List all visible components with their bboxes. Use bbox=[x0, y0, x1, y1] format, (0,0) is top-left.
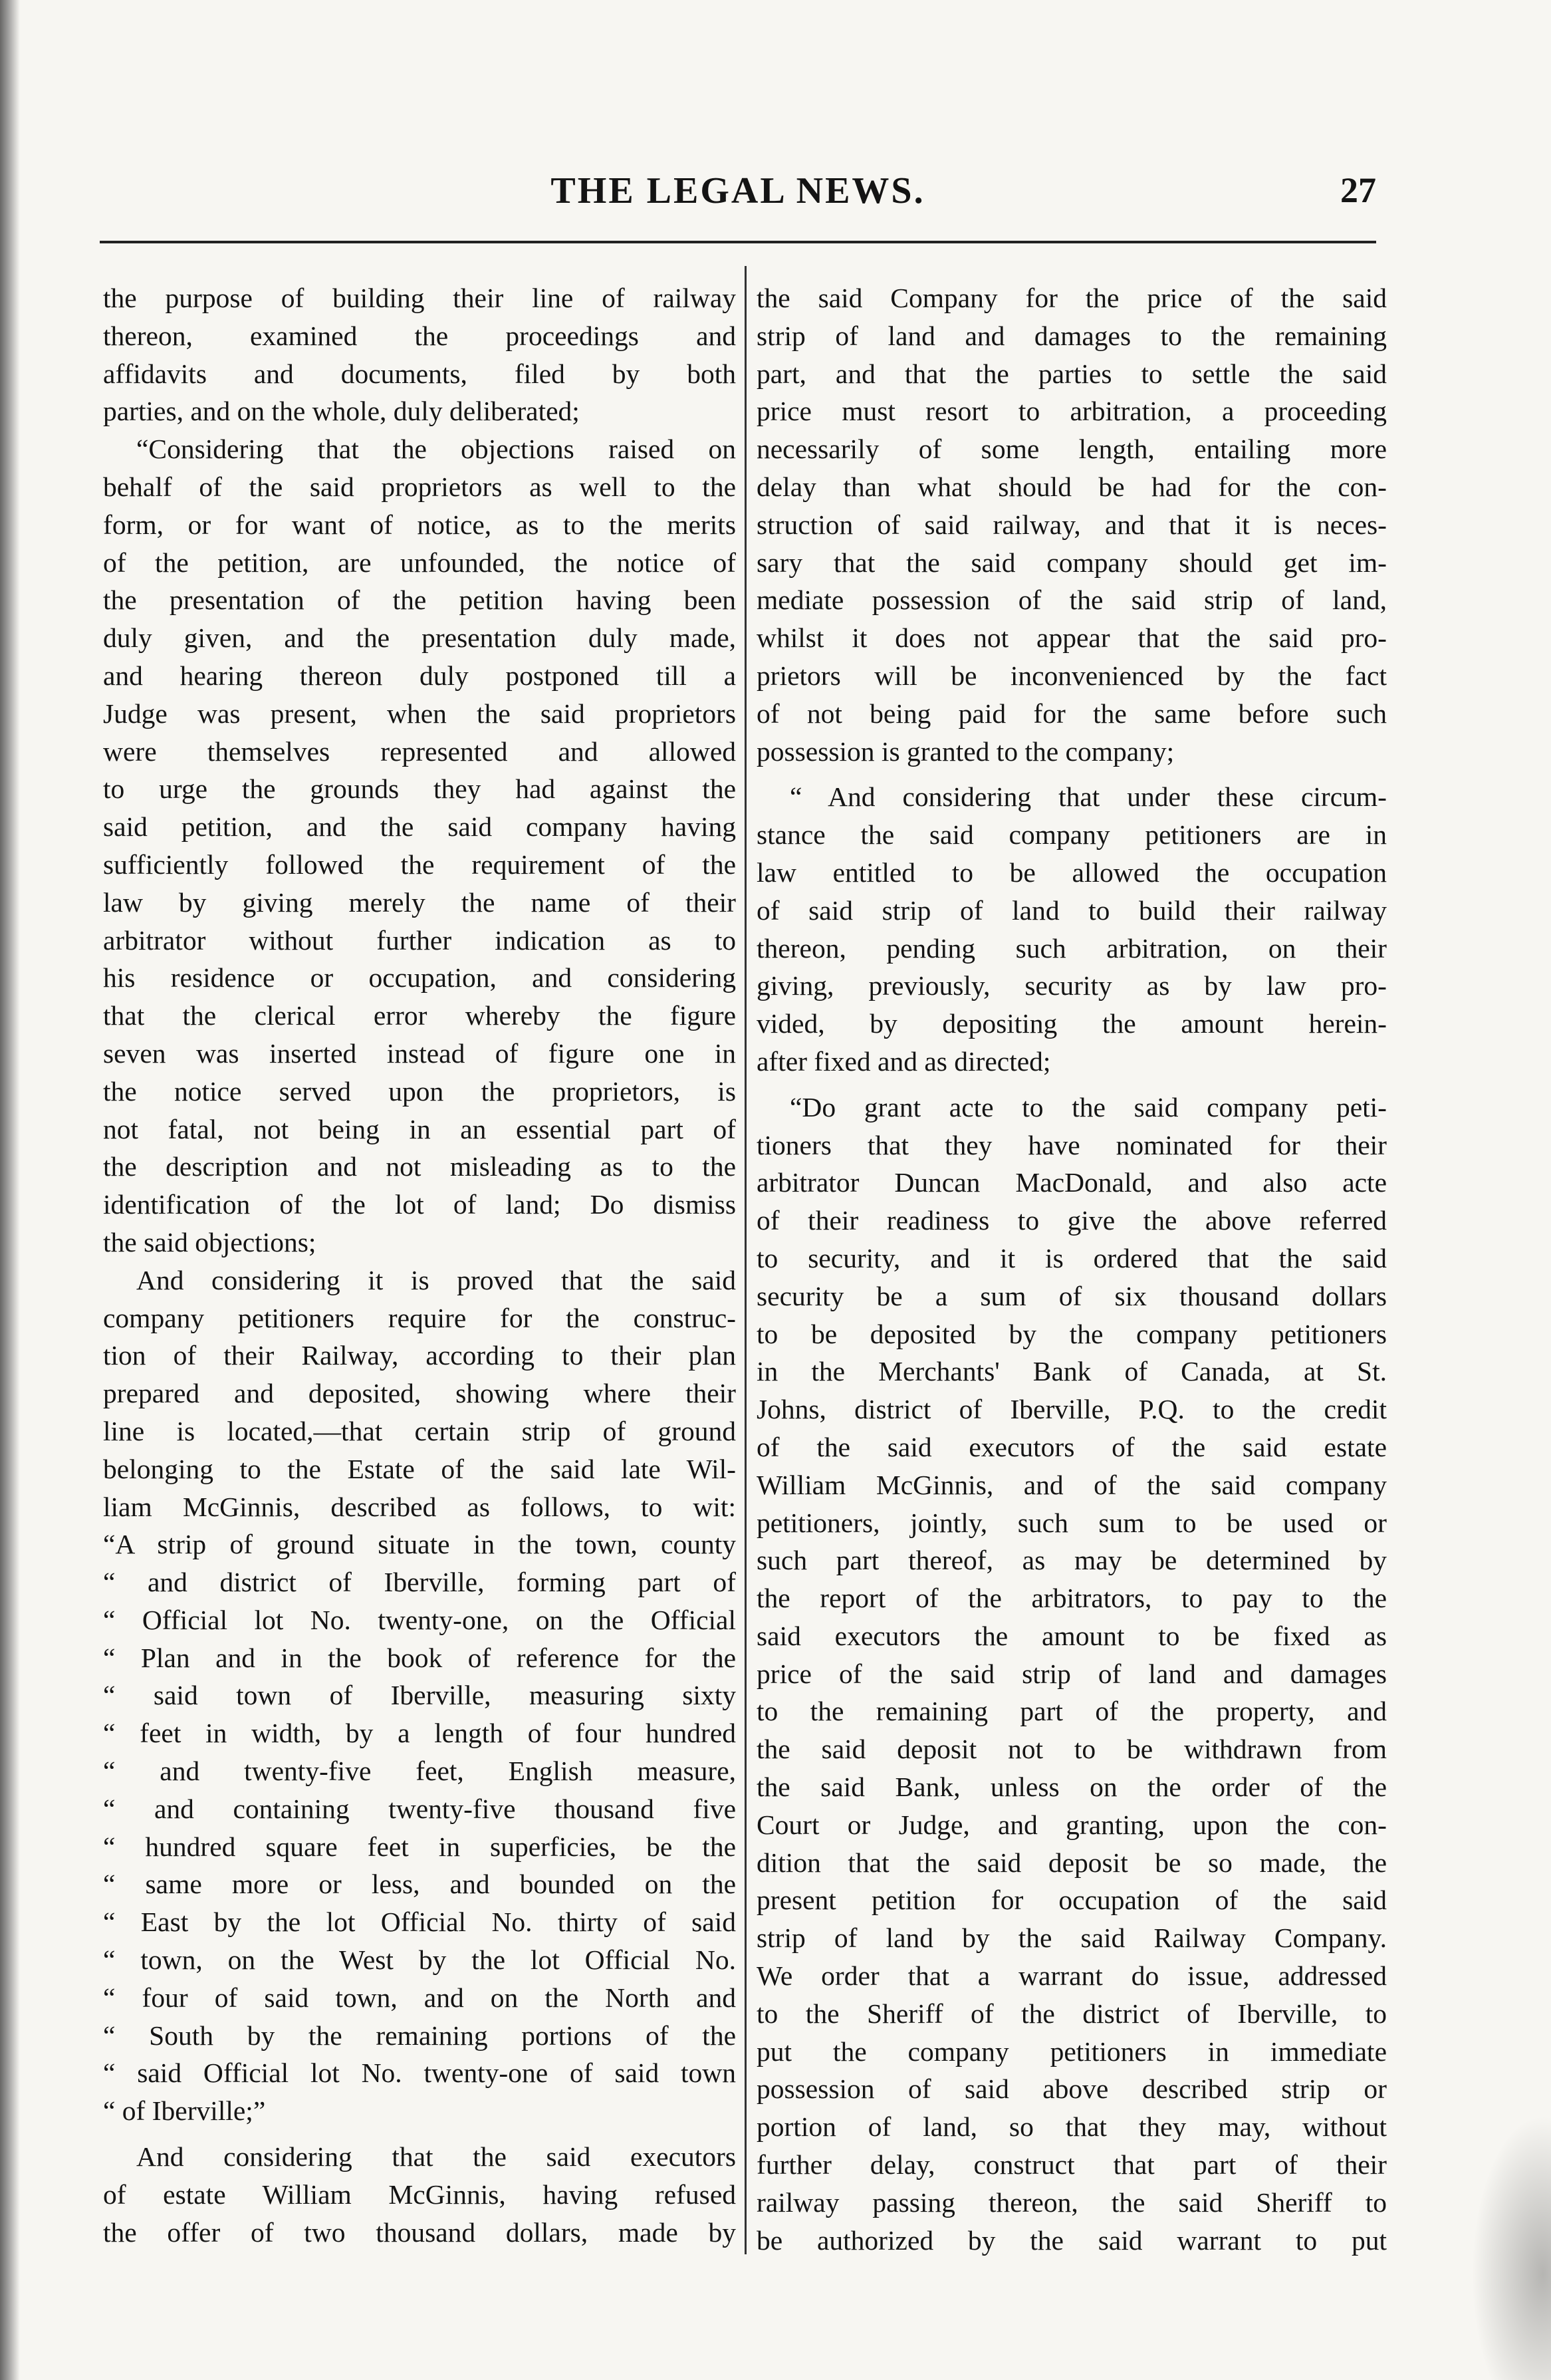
text-line: tion of their Railway, according to their plan bbox=[103, 1340, 736, 1371]
text-line: of their readiness to give the above referred bbox=[757, 1205, 1387, 1236]
text-line: part, and that the parties to settle the said bbox=[757, 358, 1387, 389]
text-line: arbitrator without further indication as to bbox=[103, 924, 736, 956]
text-line: And considering it is proved that the said bbox=[136, 1264, 736, 1295]
text-line: put the company petitioners in immediate bbox=[757, 2036, 1387, 2067]
text-line: of estate William McGinnis, having refused bbox=[103, 2179, 736, 2210]
text-line: strip of land by the said Railway Company. bbox=[757, 1922, 1387, 1954]
text-line: such part thereof, as may be determined by bbox=[757, 1545, 1387, 1576]
text-line: to the Sheriff of the district of Iberville, to bbox=[757, 1998, 1387, 2029]
text-line: Judge was present, when the said proprietors bbox=[103, 698, 736, 729]
text-line: said petition, and the said company having bbox=[103, 811, 736, 843]
text-line: in the Merchants' Bank of Canada, at St. bbox=[757, 1356, 1387, 1387]
text-line: “ feet in width, by a length of four hundred bbox=[103, 1718, 736, 1749]
text-line: mediate possession of the said strip of land, bbox=[757, 585, 1387, 616]
text-line: the notice served upon the proprietors, is bbox=[103, 1075, 736, 1107]
text-line: We order that a warrant do issue, addressed bbox=[757, 1960, 1387, 1992]
text-line: giving, previously, security as by law pro- bbox=[757, 970, 1387, 1001]
text-line: and hearing thereon duly postponed till a bbox=[103, 660, 736, 691]
text-line: “A strip of ground situate in the town, county bbox=[103, 1529, 736, 1560]
text-line: to be deposited by the company petitioners bbox=[757, 1318, 1387, 1349]
text-line: after fixed and as directed; bbox=[757, 1045, 1051, 1077]
text-line: parties, and on the whole, duly deliberated; bbox=[103, 396, 580, 427]
text-line: “ town, on the West by the lot Official No. bbox=[103, 1944, 736, 1976]
text-line: the presentation of the petition having been bbox=[103, 585, 736, 616]
header-rule bbox=[100, 241, 1376, 243]
text-line: “ South by the remaining portions of the bbox=[103, 2020, 736, 2051]
text-line: the offer of two thousand dollars, made by bbox=[103, 2216, 736, 2248]
text-line: vided, by depositing the amount herein- bbox=[757, 1008, 1387, 1039]
left-column bbox=[103, 279, 736, 2251]
text-line: liam McGinnis, described as follows, to wit: bbox=[103, 1491, 736, 1522]
text-line: price of the said strip of land and damages bbox=[757, 1658, 1387, 1689]
text-line: “ and containing twenty-five thousand five bbox=[103, 1793, 736, 1824]
text-line: prietors will be inconvenienced by the fact bbox=[757, 660, 1387, 691]
text-line: of not being paid for the same before such bbox=[757, 698, 1387, 729]
text-line: affidavits and documents, filed by both bbox=[103, 358, 736, 389]
text-line: William McGinnis, and of the said company bbox=[757, 1469, 1387, 1500]
text-line: form, or for want of notice, as to the merits bbox=[103, 509, 736, 540]
right-column bbox=[757, 279, 1387, 2259]
text-line: “ hundred square feet in superficies, be the bbox=[103, 1831, 736, 1862]
text-line: prepared and deposited, showing where their bbox=[103, 1378, 736, 1409]
text-line: of the said executors of the said estate bbox=[757, 1431, 1387, 1462]
text-line: that the clerical error whereby the figure bbox=[103, 1000, 736, 1031]
text-line: “ and twenty-five feet, English measure, bbox=[103, 1756, 736, 1787]
text-line: his residence or occupation, and considering bbox=[103, 962, 736, 993]
text-line: tioners that they have nominated for their bbox=[757, 1129, 1387, 1160]
text-line: “ Plan and in the book of reference for the bbox=[103, 1642, 736, 1673]
text-line: present petition for occupation of the said bbox=[757, 1885, 1387, 1916]
text-line: identification of the lot of land; Do dismiss bbox=[103, 1189, 736, 1220]
text-line: struction of said railway, and that it is neces- bbox=[757, 509, 1387, 540]
text-line: to security, and it is ordered that the said bbox=[757, 1242, 1387, 1273]
page-stain bbox=[1471, 2115, 1551, 2380]
text-line: stance the said company petitioners are in bbox=[757, 819, 1387, 851]
text-line: possession of said above described strip or bbox=[757, 2073, 1387, 2105]
text-line: the said Company for the price of the said bbox=[757, 283, 1387, 313]
text-line: of the petition, are unfounded, the notice of bbox=[103, 547, 736, 578]
text-line: Johns, district of Iberville, P.Q. to the credit bbox=[757, 1394, 1387, 1425]
journal-title: THE LEGAL NEWS. bbox=[550, 170, 925, 211]
text-line: law entitled to be allowed the occupation bbox=[757, 857, 1387, 888]
text-line: Court or Judge, and granting, upon the con- bbox=[757, 1809, 1387, 1840]
text-line: portion of land, so that they may, without bbox=[757, 2111, 1387, 2143]
page-header bbox=[100, 170, 1376, 229]
text-line: security be a sum of six thousand dollars bbox=[757, 1280, 1387, 1311]
text-line: not fatal, not being in an essential part of bbox=[103, 1113, 736, 1144]
text-line: delay than what should be had for the con- bbox=[757, 471, 1387, 502]
text-line: the report of the arbitrators, to pay to the bbox=[757, 1583, 1387, 1614]
column-divider bbox=[745, 266, 747, 2254]
text-line: to the remaining part of the property, and bbox=[757, 1696, 1387, 1727]
text-line: said executors the amount to be fixed as bbox=[757, 1620, 1387, 1651]
text-line: the said deposit not to be withdrawn from bbox=[757, 1734, 1387, 1765]
text-line: strip of land and damages to the remaining bbox=[757, 320, 1387, 351]
text-line: railway passing thereon, the said Sheriff to bbox=[757, 2186, 1387, 2218]
text-line: necessarily of some length, entailing more bbox=[757, 434, 1387, 465]
text-line: the description and not misleading as to the bbox=[103, 1151, 736, 1182]
text-line: “ same more or less, and bounded on the bbox=[103, 1869, 736, 1900]
text-line: dition that the said deposit be so made, the bbox=[757, 1847, 1387, 1878]
text-line: arbitrator Duncan MacDonald, and also acte bbox=[757, 1167, 1387, 1198]
text-line: thereon, pending such arbitration, on their bbox=[757, 932, 1387, 964]
page-number: 27 bbox=[1340, 170, 1376, 210]
text-line: “ four of said town, and on the North and bbox=[103, 1982, 736, 2013]
text-line: thereon, examined the proceedings and bbox=[103, 320, 736, 351]
text-line: “ said Official lot No. twenty-one of said town bbox=[103, 2057, 736, 2089]
text-line: “ of Iberville;” bbox=[103, 2095, 266, 2127]
text-line: “Do grant acte to the said company peti- bbox=[790, 1091, 1387, 1123]
text-line: “Considering that the objections raised on bbox=[136, 434, 736, 465]
text-line: to urge the grounds they had against the bbox=[103, 773, 736, 805]
text-line: whilst it does not appear that the said pro- bbox=[757, 622, 1387, 654]
text-line: the purpose of building their line of railway bbox=[103, 283, 736, 313]
text-line: law by giving merely the name of their bbox=[103, 886, 736, 918]
text-line: “ Official lot No. twenty-one, on the Official bbox=[103, 1604, 736, 1635]
text-line: the said objections; bbox=[103, 1226, 316, 1257]
text-line: “ and district of Iberville, forming part of bbox=[103, 1567, 736, 1598]
text-line: And considering that the said executors bbox=[136, 2141, 736, 2173]
text-line: “ East by the lot Official No. thirty of said bbox=[103, 1907, 736, 1938]
text-line: were themselves represented and allowed bbox=[103, 735, 736, 767]
text-line: belonging to the Estate of the said late Wil- bbox=[103, 1453, 736, 1484]
text-line: be authorized by the said warrant to put bbox=[757, 2224, 1387, 2256]
text-line: sary that the said company should get im- bbox=[757, 547, 1387, 578]
text-line: of said strip of land to build their railway bbox=[757, 894, 1387, 926]
text-line: company petitioners require for the construc- bbox=[103, 1302, 736, 1333]
text-line: behalf of the said proprietors as well to the bbox=[103, 471, 736, 502]
text-line: further delay, construct that part of their bbox=[757, 2149, 1387, 2181]
text-line: seven was inserted instead of figure one in bbox=[103, 1037, 736, 1069]
text-line: the said Bank, unless on the order of the bbox=[757, 1772, 1387, 1803]
text-line: line is located,—that certain strip of ground bbox=[103, 1415, 736, 1446]
text-line: possession is granted to the company; bbox=[757, 735, 1175, 767]
text-line: “ said town of Iberville, measuring sixty bbox=[103, 1680, 736, 1711]
text-line: sufficiently followed the requirement of the bbox=[103, 849, 736, 880]
binding-shadow bbox=[0, 0, 20, 2380]
text-line: price must resort to arbitration, a proceeding bbox=[757, 396, 1387, 427]
text-line: petitioners, jointly, such sum to be used or bbox=[757, 1507, 1387, 1538]
text-line: duly given, and the presentation duly made, bbox=[103, 622, 736, 654]
text-line: “ And considering that under these circum- bbox=[790, 781, 1387, 813]
